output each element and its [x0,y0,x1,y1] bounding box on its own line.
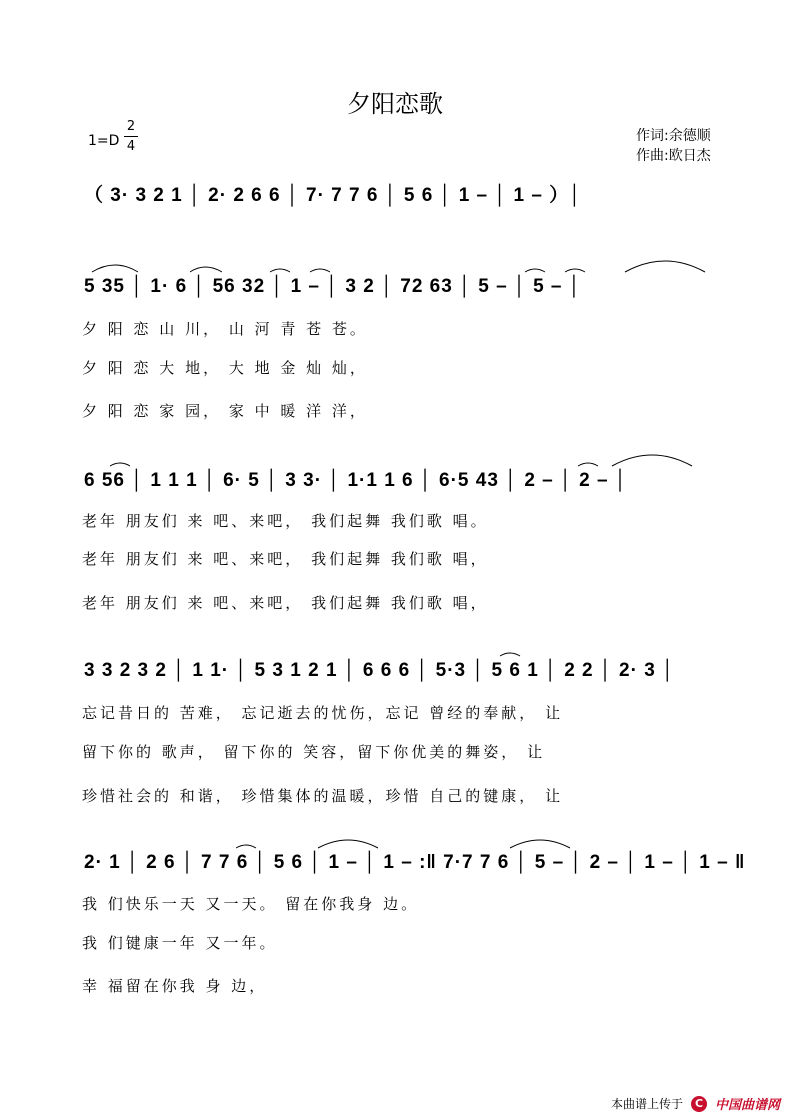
time-signature-bottom: 4 [126,139,136,154]
footer-watermark [611,1094,780,1113]
lyric-line-2-verse-1: 夕 阳 恋 山 川， 山 河 青 苍 苍。 [82,320,368,338]
notation-line-4: 3 3 2 3 2 │ 1 1· │ 5 3 1 2 1 │ 6 6 6 │ 5·3 │ 5 6 1 │ 2 2 │ 2· 3 │ [84,660,675,681]
tie [612,455,692,466]
lyric-line-4-verse-3: 珍惜社会的 和谐， 珍惜集体的温暖，珍惜 自己的键康， 让 [82,787,564,805]
site-name: 中国曲谱网 [714,1098,780,1113]
lyric-line-4-verse-2: 留下你的 歌声， 留下你的 笑容，留下你优美的舞姿， 让 [82,743,546,761]
site-logo-icon: C [691,1096,707,1112]
tie [625,261,705,272]
lyric-line-4-verse-1: 忘记昔日的 苦难， 忘记逝去的忧伤，忘记 曾经的奉献， 让 [82,704,564,722]
slur [578,463,598,466]
notation-line-1: （ 3· 3 2 1 │ 2· 2 6 6 │ 7· 7 7 6 │ 5 6 │ 1 – │ 1 – ）│ [84,185,583,206]
slur [510,840,570,848]
lyric-line-5-verse-3: 幸 福留在你我 身 边， [82,977,268,995]
lyric-line-3-verse-2: 老年 朋友们 来 吧、来吧， 我们起舞 我们歌 唱， [82,550,489,568]
slur [525,269,545,272]
slur [500,653,520,656]
time-signature-top: 2 [126,119,136,134]
notation-line-2: 5 35 │ 1· 6 │ 56 32 │ 1 – │ 3 2 │ 72 63 │ 5 – │ 5 – │ [84,276,582,297]
lyric-line-3-verse-1: 老年 朋友们 来 吧、来吧， 我们起舞 我们歌 唱。 [82,512,489,530]
notation-line-5: 2· 1 │ 2 6 │ 7 7 6 │ 5 6 │ 1 – │ 1 – :‖ 7·7 7 6 │ 5 – │ 2 – │ 1 – │ 1 – ‖ [84,852,746,873]
slur [310,269,330,272]
lyric-line-5-verse-1: 我 们快乐一天 又一天。 留在你我身 边。 [82,895,420,913]
song-title: 夕阳恋歌 [347,90,443,118]
footer-label: 本曲谱上传于 [610,1097,683,1111]
composer-credit: 作曲:欧日杰 [636,148,711,164]
lyric-line-3-verse-3: 老年 朋友们 来 吧、来吧， 我们起舞 我们歌 唱， [82,594,489,612]
slur [236,845,256,848]
tie [318,840,378,848]
key-signature: 1=D [88,133,120,149]
slur [92,265,138,272]
lyric-line-5-verse-2: 我 们键康一年 又一年。 [82,934,278,952]
lyric-line-2-verse-2: 夕 阳 恋 大 地， 大 地 金 灿 灿， [82,359,368,377]
slur [270,269,290,272]
notation-line-3: 6 56 │ 1 1 1 │ 6· 5 │ 3 3· │ 1·1 1 6 │ 6·5 43 │ 2 – │ 2 – │ [84,470,628,491]
lyric-line-2-verse-3: 夕 阳 恋 家 园， 家 中 暖 洋 洋， [82,402,368,420]
slur [190,267,222,272]
lyricist-credit: 作词:余德顺 [636,128,711,144]
slur [565,269,585,272]
slur [110,463,130,466]
